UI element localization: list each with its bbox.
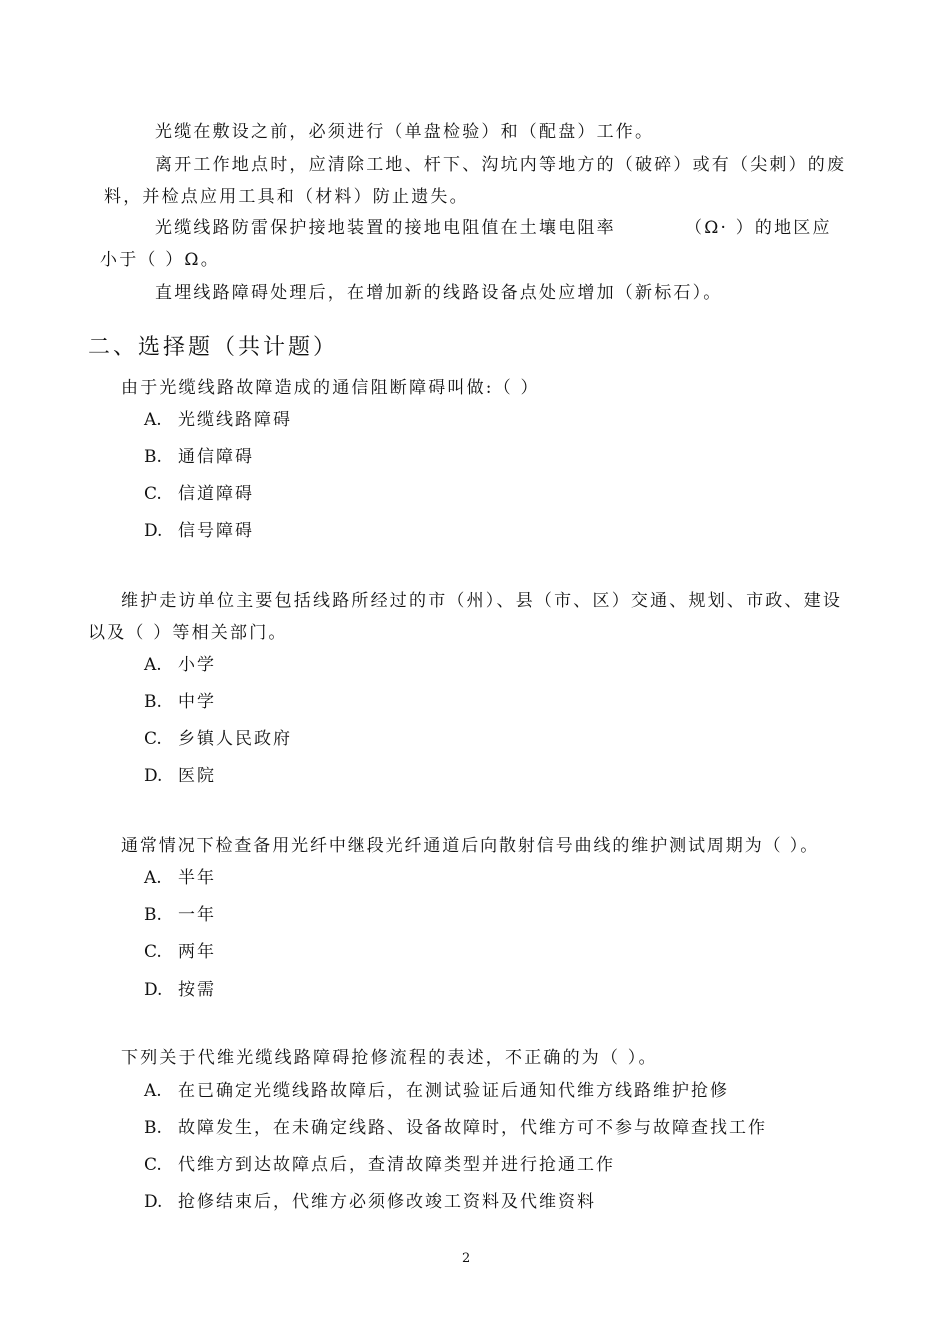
question-1-option-a (144, 409, 292, 431)
question-4-stem: 下列关于代维光缆线路障碍抢修流程的表述，不正确的为（ ）。 (121, 1048, 658, 1068)
option-text: 两年 (178, 942, 216, 962)
option-letter: B. (144, 1118, 162, 1138)
question-2-option-d (144, 765, 216, 787)
option-letter: C. (144, 484, 162, 504)
fill-blank-3-unit: （Ω· ）的地区应 (685, 218, 832, 238)
option-text: 乡镇人民政府 (178, 729, 292, 749)
option-text: 中学 (178, 692, 216, 712)
question-3-stem: 通常情况下检查备用光纤中继段光纤通道后向散射信号曲线的维护测试周期为（ ）。 (121, 836, 820, 856)
option-text: 在已确定光缆线路故障后，在测试验证后通知代维方线路维护抢修 (178, 1081, 729, 1101)
option-letter: A. (144, 655, 162, 675)
option-letter: D. (144, 1192, 163, 1212)
question-2-option-c (144, 728, 292, 750)
page-number: 2 (462, 1251, 471, 1266)
option-text: 信号障碍 (178, 521, 254, 541)
option-text: 通信障碍 (178, 447, 254, 467)
question-2-option-a (144, 654, 216, 676)
option-text: 光缆线路障碍 (178, 410, 292, 430)
option-letter: C. (144, 729, 162, 749)
question-1-option-d (144, 520, 254, 542)
option-letter: C. (144, 942, 162, 962)
option-text: 故障发生，在未确定线路、设备故障时，代维方可不参与故障查找工作 (178, 1118, 767, 1138)
question-2-option-b (144, 691, 216, 713)
fill-blank-3-line-2: 小于（ ）Ω。 (100, 250, 220, 270)
option-text: 半年 (178, 868, 216, 888)
question-4-option-b (144, 1117, 767, 1139)
option-letter: D. (144, 980, 163, 1000)
question-2-stem-line-1: 维护走访单位主要包括线路所经过的市（州）、县（市、区）交通、规划、市政、建设 (121, 591, 843, 611)
option-text: 一年 (178, 905, 216, 925)
question-1-option-c (144, 483, 254, 505)
fill-blank-1: 光缆在敷设之前，必须进行（单盘检验）和（配盘）工作。 (155, 122, 655, 142)
question-4-option-c (144, 1154, 615, 1176)
option-letter: B. (144, 447, 162, 467)
option-letter: A. (144, 410, 162, 430)
question-3-option-c (144, 941, 216, 963)
option-text: 小学 (178, 655, 216, 675)
option-text: 代维方到达故障点后，查清故障类型并进行抢通工作 (178, 1155, 615, 1175)
option-letter: A. (144, 1081, 162, 1101)
option-text: 按需 (178, 980, 216, 1000)
question-3-option-a (144, 867, 216, 889)
fill-blank-2-line-2: 料，并检点应用工具和（材料）防止遗失。 (104, 187, 469, 207)
question-3-option-d (144, 979, 216, 1001)
question-4-option-a (144, 1080, 729, 1102)
option-letter: D. (144, 521, 163, 541)
option-letter: B. (144, 692, 162, 712)
option-letter: D. (144, 766, 163, 786)
option-letter: C. (144, 1155, 162, 1175)
option-letter: A. (144, 868, 162, 888)
fill-blank-2-line-1: 离开工作地点时，应清除工地、杆下、沟坑内等地方的（破碎）或有（尖刺）的废 (155, 155, 847, 175)
option-text: 信道障碍 (178, 484, 254, 504)
question-1-stem: 由于光缆线路故障造成的通信阻断障碍叫做:（ ） (121, 378, 540, 398)
fill-blank-3-line-1: 光缆线路防雷保护接地装置的接地电阻值在土壤电阻率 (155, 218, 616, 238)
fill-blank-4: 直埋线路障碍处理后，在增加新的线路设备点处应增加（新标石）。 (155, 283, 723, 303)
question-4-option-d (144, 1191, 596, 1213)
option-letter: B. (144, 905, 162, 925)
section-title: 二、选择题（共计题） (88, 335, 339, 360)
option-text: 抢修结束后，代维方必须修改竣工资料及代维资料 (178, 1192, 596, 1212)
question-1-option-b (144, 446, 254, 468)
option-text: 医院 (178, 766, 216, 786)
question-3-option-b (144, 904, 216, 926)
question-2-stem-line-2: 以及（ ）等相关部门。 (88, 623, 288, 643)
